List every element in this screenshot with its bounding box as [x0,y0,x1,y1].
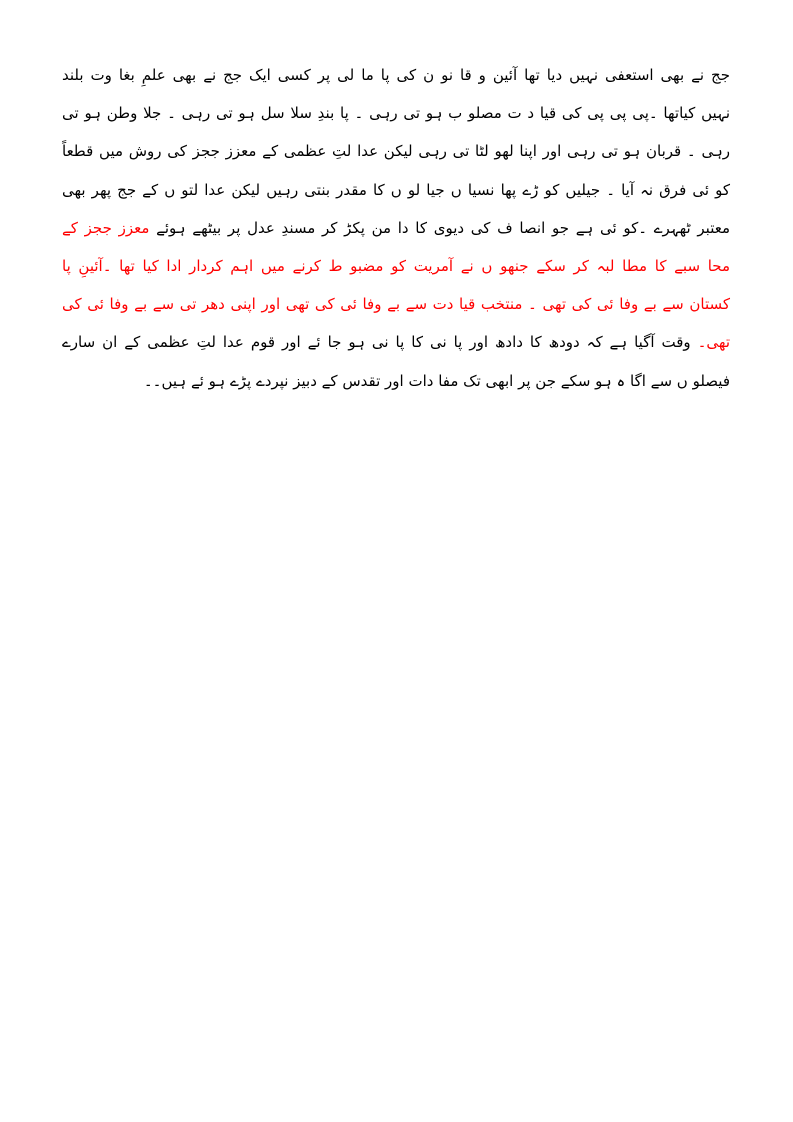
paragraph [62,56,730,400]
highlighted-text: تھی۔ [697,333,730,352]
highlighted-text: کستان سے بے وفا ئی کی تھی ۔ منتخب قیا دت سے بے وفا ئی کی تھی اور اپنی دھر تی سے بے وفا ئی کی [62,295,730,314]
text-line [62,323,730,361]
body-text: معتبر ٹھہرے ۔کو ئی ہے جو انصا ف کی دیوی کا دا من پکڑ کر مسندِ عدل پر بیٹھے ہوئے [149,218,731,237]
highlighted-text: محا سبے کا مطا لبہ کر سکے جنھو ں نے آمریت کو مضبو ط کرنے میں اہم کردار ادا کیا تھا ۔آئینِ پا [62,256,730,275]
text-line [62,171,730,209]
text-line [62,132,730,170]
body-text: کو ئی فرق نہ آیا ۔ جیلیں کو ڑے پھا نسیا ں جیا لو ں کا مقدر بنتی رہیں لیکن عدا لتو ں کے جج پھر بھی [62,180,730,199]
text-line [62,247,730,285]
text-line [62,94,730,132]
text-line [62,362,730,400]
text-line [62,56,730,94]
body-text: رہی ۔ قربان ہو تی رہی اور اپنا لھو لٹا تی رہی لیکن عدا لتِ عظمی کے معزز ججز کی روش میں قطعاً [62,142,730,161]
body-text: نہیں کیاتھا ۔پی پی پی کی قیا د ت مصلو ب ہو تی رہی ۔ پا بندِ سلا سل ہو تی رہی ۔ جلا وطن ہو تی [62,104,730,123]
body-text: جج نے بھی استعفی نہیں دیا تھا آئین و قا نو ن کی پا ما لی پر کسی ایک جج نے بھی علمِ بغا وت بلند [62,66,730,84]
text-line [62,209,730,247]
text-line [62,285,730,323]
body-text: وقت آگیا ہے کہ دودھ کا دادھ اور پا نی کا پا نی ہو جا ئے اور قوم عدا لتِ عظمی کے ان سارے [62,333,698,352]
highlighted-text: معزز ججز کے [62,218,150,237]
body-text: فیصلو ں سے اگا ہ ہو سکے جن پر ابھی تک مفا دات اور تقدس کے دبیز نپردے پڑے ہو ئے ہیں۔۔ [143,371,730,390]
